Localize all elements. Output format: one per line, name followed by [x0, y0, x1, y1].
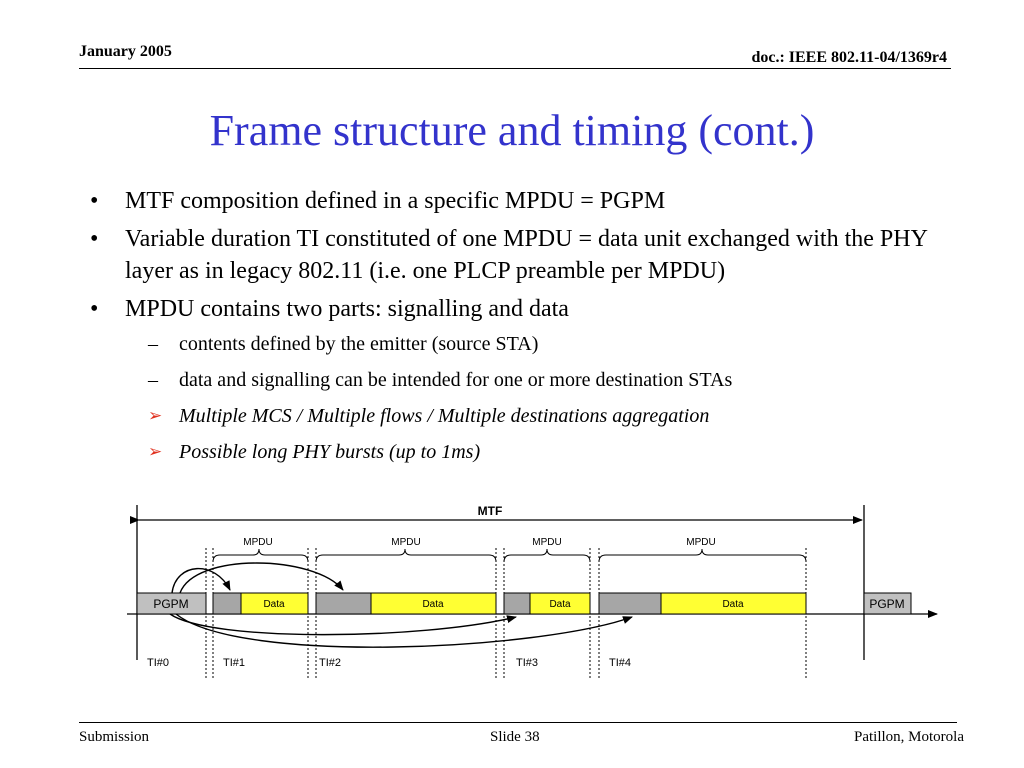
bullet-dot-icon: • — [90, 226, 99, 252]
signalling-block — [316, 593, 371, 614]
bullet-text: MPDU contains two parts: signalling and data — [125, 296, 569, 322]
data-label: Data — [422, 599, 444, 610]
header-doc-id: doc.: IEEE 802.11-04/1369r4 — [751, 49, 947, 66]
mpdu-braces — [213, 549, 806, 562]
dash-icon: – — [148, 369, 158, 391]
mpdu-label: MPDU — [686, 537, 716, 548]
arrow-bullet-icon: ➢ — [148, 406, 163, 425]
ti-label: TI#3 — [516, 657, 539, 669]
data-label: Data — [549, 599, 571, 610]
mpdu-label: MPDU — [391, 537, 421, 548]
mpdu-label: MPDU — [243, 537, 273, 548]
footer-author: Patillon, Motorola — [854, 729, 964, 745]
ti-label: TI#1 — [223, 657, 246, 669]
mtf-label: MTF — [477, 504, 503, 518]
ti-label: TI#4 — [609, 657, 632, 669]
sub-bullet-text: contents defined by the emitter (source STA) — [179, 333, 539, 355]
sub-bullet-text: Possible long PHY bursts (up to 1ms) — [179, 441, 481, 463]
dash-icon: – — [148, 333, 158, 355]
ti-label: TI#2 — [319, 657, 342, 669]
sub-bullet-text: Multiple MCS / Multiple flows / Multiple destinations aggregation — [179, 405, 710, 427]
bullet-text: Variable duration TI constituted of one MPDU = data unit exchanged with the PHY layer as in legacy 802.11 (i.e. one PLCP preamble per MPDU) — [125, 226, 928, 284]
footer-slide-number: Slide 38 — [490, 729, 540, 745]
header-date: January 2005 — [79, 43, 172, 60]
data-label: Data — [722, 599, 744, 610]
signalling-block — [213, 593, 241, 614]
signalling-block — [599, 593, 661, 614]
sub-bullet-text: data and signalling can be intended for one or more destination STAs — [179, 369, 733, 391]
bullet-text: MTF composition defined in a specific MPDU = PGPM — [125, 188, 666, 214]
data-label: Data — [263, 599, 285, 610]
pgpm-label-end: PGPM — [869, 597, 905, 611]
ti-label: TI#0 — [147, 657, 170, 669]
bullet-dot-icon: • — [90, 188, 99, 214]
signalling-block — [504, 593, 530, 614]
bullet-dot-icon: • — [90, 296, 99, 322]
pgpm-label-start: PGPM — [153, 597, 189, 611]
footer-left: Submission — [79, 729, 150, 745]
arrow-bullet-icon: ➢ — [148, 442, 163, 461]
slide-title: Frame structure and timing (cont.) — [209, 106, 815, 155]
mpdu-label: MPDU — [532, 537, 562, 548]
footer-divider — [79, 722, 957, 723]
